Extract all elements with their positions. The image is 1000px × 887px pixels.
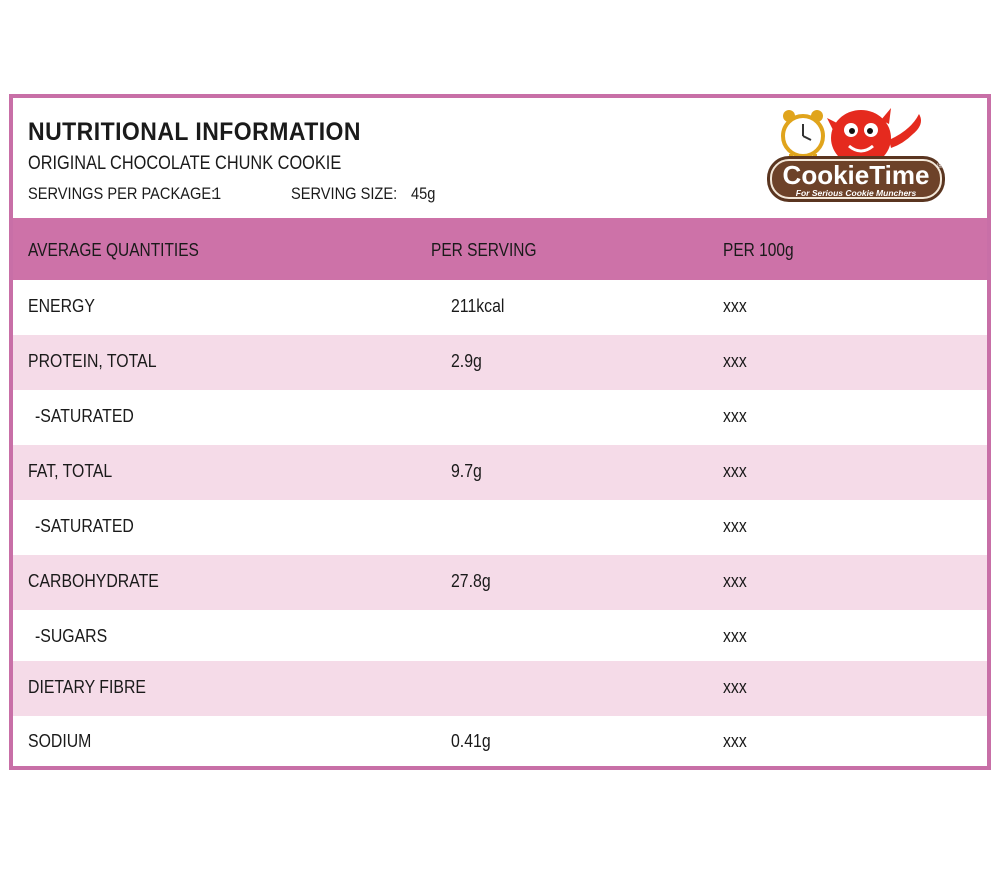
col-per-serving: PER SERVING (431, 240, 537, 260)
table-header (13, 218, 987, 280)
nutrient-name: FAT, TOTAL (28, 461, 113, 481)
nutrient-name: SODIUM (28, 731, 92, 751)
nutrition-panel (9, 94, 991, 770)
logo-tagline: For Serious Cookie Munchers (795, 188, 917, 198)
panel-title: NUTRITIONAL INFORMATION (28, 118, 361, 146)
per-100g-value: xxx (723, 296, 747, 316)
table-row (13, 445, 987, 500)
per-100g-value: xxx (723, 677, 747, 697)
per-100g-value: xxx (723, 461, 747, 481)
servings-label: SERVINGS PER PACKAGE: (28, 184, 216, 203)
nutrient-name: DIETARY FIBRE (28, 677, 146, 697)
per-100g-value: xxx (723, 626, 747, 646)
per-100g-value: xxx (723, 731, 747, 751)
per-serving-value: 27.8g (451, 571, 491, 591)
panel-header (13, 98, 987, 218)
per-serving-value: 211kcal (451, 296, 505, 316)
per-100g-value: xxx (723, 516, 747, 536)
per-100g-value: xxx (723, 571, 747, 591)
serving-size-label: SERVING SIZE: (291, 184, 398, 203)
table-row (13, 661, 987, 716)
per-100g-value: xxx (723, 351, 747, 371)
table-row (13, 280, 987, 335)
per-serving-value: 9.7g (451, 461, 482, 481)
col-average-quantities: AVERAGE QUANTITIES (28, 240, 199, 260)
table-row (13, 715, 987, 770)
nutrient-name: PROTEIN, TOTAL (28, 351, 157, 371)
nutrient-name: -SATURATED (35, 406, 134, 426)
table-row (13, 390, 987, 445)
nutrient-name: -SATURATED (35, 516, 134, 536)
table-row (13, 335, 987, 390)
alarm-clock-icon (783, 110, 823, 160)
table-row (13, 555, 987, 610)
nutrient-name: -SUGARS (35, 626, 108, 646)
svg-text:®: ® (937, 161, 943, 170)
table-row (13, 500, 987, 555)
nutrient-name: CARBOHYDRATE (28, 571, 159, 591)
col-per-100g: PER 100g (723, 240, 794, 260)
logo-wordmark: CookieTime (782, 160, 930, 190)
per-serving-value: 2.9g (451, 351, 482, 371)
serving-size-value: 45g (411, 184, 436, 203)
cookie-time-logo (761, 100, 951, 212)
table-row (13, 610, 987, 665)
servings-value: 1 (213, 184, 222, 203)
product-name: ORIGINAL CHOCOLATE CHUNK COOKIE (28, 153, 342, 174)
nutrient-name: ENERGY (28, 296, 95, 316)
per-100g-value: xxx (723, 406, 747, 426)
per-serving-value: 0.41g (451, 731, 491, 751)
